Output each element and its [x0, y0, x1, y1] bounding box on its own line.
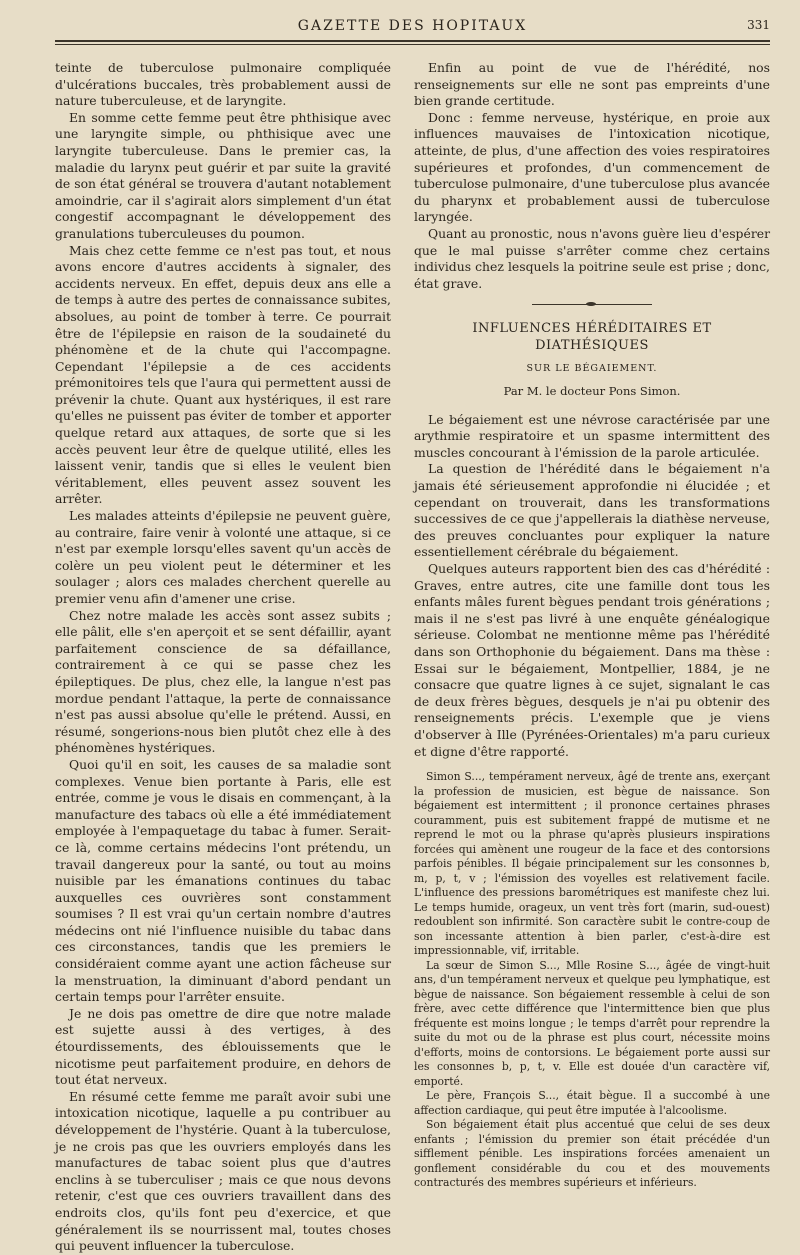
- paragraph: Enfin au point de vue de l'hérédité, nos renseignements sur elle ne sont pas empreints d'une bien grande certitude.: [414, 60, 770, 109]
- paragraph: Donc : femme nerveuse, hystérique, en proie aux influences mauvaises de l'intoxication nicotique, atteinte, de plus, d'une affection des voies respiratoires supérieures et profondes, d'un commencement de tuberculose pulmonaire, d'une tuberculose plus avancée du pharynx et probablement aussi de tuberculose laryngée.: [414, 109, 770, 225]
- paragraph: En somme cette femme peut être phthisique avec une laryngite simple, ou phthisique avec une laryngite tuberculeuse. Dans le premier cas, la maladie du larynx peut guérir et par suite la gravité de son état général se trouvera d'autant notablement amoindrie, car il s'agirait alors simplement d'un état congestif accompagnant le développement des granulations tuberculeuses du poumon.: [55, 109, 391, 241]
- paragraph: Quoi qu'il en soit, les causes de sa maladie sont complexes. Venue bien portante à Paris, elle est entrée, comme je vous le disais en commençant, à la manufacture des tabacs où elle a été immédiatement employée à l'empaquetage du tabac à fumer. Serait-ce là, comme certains médecins l'ont prétendu, un travail dangereux pour la santé, ou tout au moins nuisible par les émanations continues du tabac auxquelles ces ouvrières sont constamment soumises ? Il est vrai qu'un certain nombre d'autres médecins ont nié l'influence nuisible du tabac dans ces circonstances, tandis que les premiers le considéraient comme ayant une action fâcheuse sur la menstruation, la diminuant d'abord pendant un certain temps pour l'arrêter ensuite.: [55, 756, 391, 1005]
- section-separator: [532, 304, 652, 305]
- left-column: [55, 60, 391, 1255]
- paragraph: Les malades atteints d'épilepsie ne peuvent guère, au contraire, faire venir à volonté une attaque, si ce n'est par exemple lorsqu'elles savent qu'un accès de colère un peu violent peut le déterminer et les soulager ; alors ces malades cherchent querelle au premier venu afin d'amener une crise.: [55, 508, 391, 606]
- article-subtitle: SUR LE BÉGAIEMENT.: [526, 362, 658, 374]
- paragraph: En résumé cette femme me paraît avoir subi une intoxication nicotique, laquelle a pu contribuer au développement de l'hystérie. Quant à la tuberculose, je ne crois pas que les ouvriers employés dans les manufactures de tabac soient plus que d'autres enclins à se tuberculiser ; mais ce que nous devons retenir, c'est que ces ouvriers travaillent dans des endroits clos, qu'ils font peu d'exercice, et que généralement ils se nourrissent mal, toutes choses qui peuvent influencer la tuberculose.: [55, 1088, 391, 1254]
- page-title: GAZETTE DES HOPITAUX: [297, 18, 528, 34]
- case-paragraph: Le père, François S..., était bègue. Il a succombé à une affection cardiaque, qui peut être imputée à l'alcoolisme.: [414, 1089, 770, 1117]
- header-rule-thin: [55, 44, 770, 45]
- paragraph: Quant au pronostic, nous n'avons guère lieu d'espérer que le mal puisse s'arrêter comme chez certains individus chez lesquels la poitrine seule est prise ; donc, état grave.: [414, 225, 770, 291]
- case-paragraph: La sœur de Simon S..., Mlle Rosine S..., âgée de vingt-huit ans, d'un tempérament nerveux et quelque peu lymphatique, est bègue de naissance. Son bégaiement ressemble à celui de son frère, avec cette différence que l'intermittence bien que plus fréquente est moins longue ; le temps d'arrêt pour reprendre la suite du mot ou de la phrase est plus court, nécessite moins d'efforts, moins de contorsions. Le bégaiement porte aussi sur les consonnes b, p, t, v. Elle est douée d'un caractère vif, emporté.: [414, 958, 770, 1088]
- paragraph: Quelques auteurs rapportent bien des cas d'hérédité : Graves, entre autres, cite une famille dont tous les enfants mâles furent bègues pendant trois générations ; mais il ne s'est pas livré à une enquête généalogique sérieuse. Colombat ne mentionne même pas l'hérédité dans son Orthophonie du bégaiement. Dans ma thèse : Essai sur le bégaiement, Montpellier, 1884, je ne consacre que quatre lignes à ce sujet, signalant le cas de deux frères bègues, desquels je n'ai pu obtenir des renseignements précis. L'exemple que je viens d'observer à Ille (Pyrénées-Orientales) m'a paru curieux et digne d'être rapporté.: [414, 561, 770, 759]
- article-byline: Par M. le docteur Pons Simon.: [503, 384, 681, 399]
- paragraph: Le bégaiement est une névrose caractérisée par une arythmie respiratoire et un spasme intermittent des muscles concourant à l'émission de la parole articulée.: [414, 411, 770, 460]
- right-column: [414, 60, 770, 1191]
- header-rule: [55, 40, 770, 42]
- page-header: [55, 16, 770, 40]
- article-title: INFLUENCES HÉRÉDITAIRES ET DIATHÉSIQUES: [472, 321, 712, 353]
- case-paragraph: Son bégaiement était plus accentué que celui de ses deux enfants ; l'émission du premier son était précédée d'un sifflement pénible. Les inspirations forcées amenaient un gonflement considérable du cou et des mouvements contracturés des membres supérieurs et inférieurs.: [414, 1118, 770, 1190]
- paragraph: Mais chez cette femme ce n'est pas tout, et nous avons encore d'autres accidents à signaler, des accidents nerveux. En effet, depuis deux ans elle a de temps à autre des pertes de connaissance subites, absolues, au point de tomber à terre. Ce pourrait être de l'épilepsie en raison de la soudaineté du phénomène et de la chute qui l'accompagne. Cependant l'épilepsie a de ces accidents prémonitoires tels que l'aura qui permettent aussi de prévenir la chute. Quant aux hystériques, il est rare qu'elles ne puissent pas éviter de tomber et apporter quelque retard aux attaques, de sorte que si les accès peuvent leur être de quelque utilité, elles les laissent venir, tandis que si elles le veulent bien véritablement, elles peuvent assez souvent les arrêter.: [55, 242, 391, 507]
- paragraph: La question de l'hérédité dans le bégaiement n'a jamais été sérieusement approfondie ni élucidée ; et cependant on trouverait, dans les transformations successives de ce que j'appellerais la diathèse nerveuse, des preuves concluantes pour expliquer la nature essentiellement cérébrale du bégaiement.: [414, 461, 770, 560]
- page-number: 331: [747, 18, 770, 32]
- paragraph: Chez notre malade les accès sont assez subits ; elle pâlit, elle s'en aperçoit et se sent défaillir, ayant parfaitement conscience de sa défaillance, contrairement à ce qui se passe chez les épileptiques. De plus, chez elle, la langue n'est pas mordue pendant l'attaque, la perte de connaissance n'est pas aussi absolue qu'elle le prétend. Aussi, en résumé, songerions-nous bien plutôt chez elle à des phénomènes hystériques.: [55, 607, 391, 756]
- case-report: [414, 770, 770, 1191]
- paragraph: teinte de tuberculose pulmonaire compliquée d'ulcérations buccales, très probablement aussi de nature tuberculeuse, et de laryngite.: [55, 60, 391, 109]
- paragraph: Je ne dois pas omettre de dire que notre malade est sujette aussi à des vertiges, à des étourdissements, des éblouissements que le nicotisme peut parfaitement produire, en dehors de tout état nerveux.: [55, 1005, 391, 1088]
- case-paragraph: Simon S..., tempérament nerveux, âgé de trente ans, exerçant la profession de musicien, est bègue de naissance. Son bégaiement est intermittent ; il prononce certaines phrases couramment, puis est subitement frappé de mutisme et ne reprend le mot ou la phrase qu'après plusieurs inspirations forcées qui amènent une rougeur de la face et des contorsions parfois pénibles. Il bégaie principalement sur les consonnes b, m, p, t, v ; l'émission des voyelles est relativement facile. L'influence des pressions barométriques est manifeste chez lui. Le temps humide, orageux, un vent très fort (marin, sud-ouest) redoublent son infirmité. Son caractère subit le contre-coup de son incessante attention à bien parler, c'est-à-dire est impressionnable, vif, irritable.: [414, 770, 770, 958]
